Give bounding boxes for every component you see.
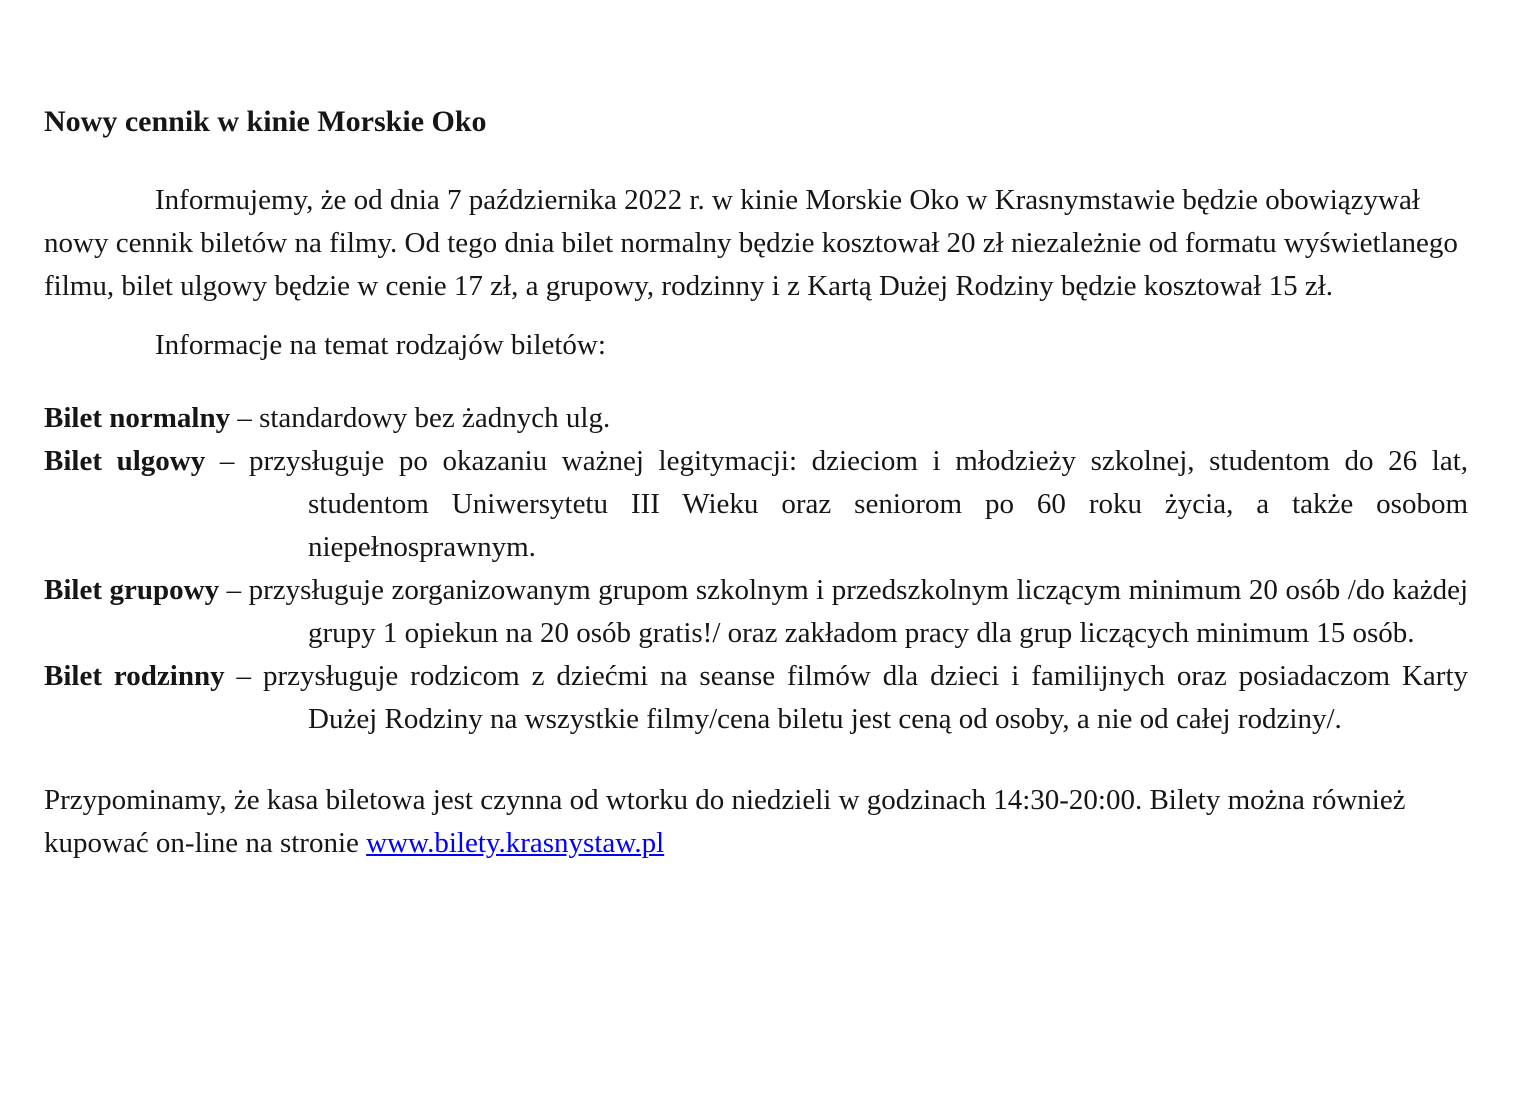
ticket-item-normalny [44, 397, 1468, 440]
closing-text: Przypominamy, że kasa biletowa jest czynna od wtorku do niedzieli w godzinach 14:30-20:00. Bilety można również kupować on-line na stronie [44, 784, 1406, 859]
intro-paragraph: Informujemy, że od dnia 7 października 2022 r. w kinie Morskie Oko w Krasnymstawie będzie obowiązywał nowy cennik biletów na filmy. Od tego dnia bilet normalny będzie kosztował 20 zł niezależnie od formatu wyświetlanego filmu, bilet ulgowy będzie w cenie 17 zł, a grupowy, rodzinny i z Kartą Dużej Rodziny będzie kosztował 15 zł. [44, 184, 1458, 302]
ticket-description: standardowy bez żadnych ulg. [259, 402, 611, 434]
ticket-name: Bilet grupowy [44, 574, 220, 606]
ticket-name: Bilet ulgowy [44, 445, 206, 477]
closing-paragraph [44, 779, 1468, 865]
dash-separator: – [219, 445, 235, 477]
dash-separator: – [236, 660, 252, 692]
ticket-item-ulgowy [44, 440, 1468, 569]
dash-separator: – [226, 574, 242, 606]
ticket-description: przysługuje rodzicom z dziećmi na seanse filmów dla dzieci i familijnych oraz posiadaczom Karty Dużej Rodziny na wszystkie filmy/cena biletu jest ceną od osoby, a nie od całej rodziny/. [262, 660, 1469, 735]
ticket-item-grupowy [44, 569, 1468, 655]
ticket-name: Bilet rodzinny [44, 660, 225, 692]
section-heading: Informacje na temat rodzajów biletów: [155, 329, 606, 361]
ticket-name: Bilet normalny [44, 402, 231, 434]
ticket-description: przysługuje po okazaniu ważnej legitymacji: dzieciom i młodzieży szkolnej, studentom do 26 lat, studentom Uniwersytetu III Wieku oraz seniorom po 60 roku życia, a także osobom niepełnosprawnym. [248, 445, 1469, 563]
document-title: Nowy cennik w kinie Morskie Oko [44, 105, 487, 138]
ticket-description: przysługuje zorganizowanym grupom szkolnym i przedszkolnym liczącym minimum 20 osób /do każdej grupy 1 opiekun na 20 osób gratis!/ oraz zakładom pracy dla grup liczących minimum 15 osób. [248, 574, 1469, 649]
ticket-type-list [44, 397, 1468, 741]
ticket-item-rodzinny [44, 655, 1468, 741]
tickets-website-link[interactable]: www.bilety.krasnystaw.pl [366, 827, 665, 859]
dash-separator: – [237, 402, 252, 434]
